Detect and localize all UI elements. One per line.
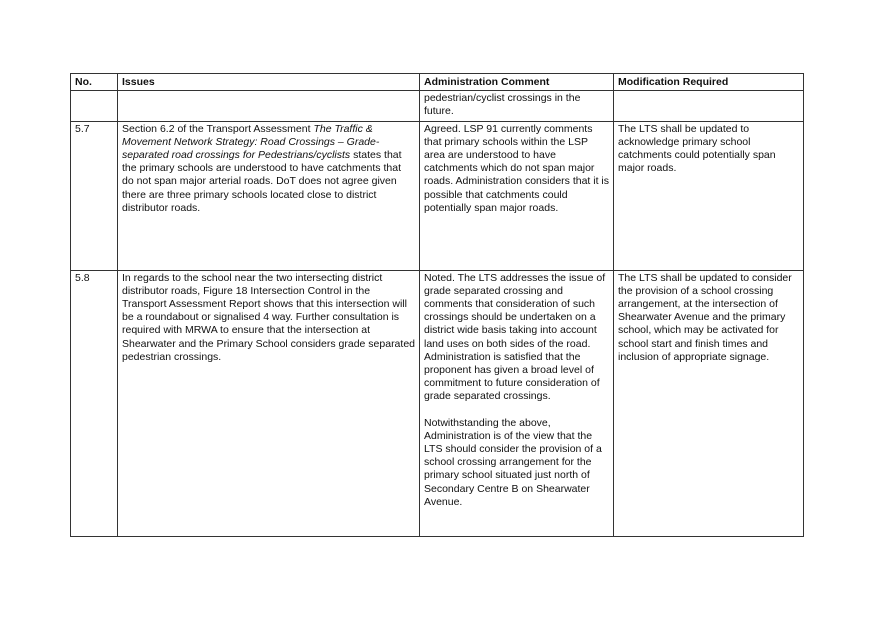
- continuation-issues: [118, 91, 420, 121]
- admin-comment-paragraph-2: Notwithstanding the above, Administration is of the view that the LTS should consider the provision of a school crossing arrangement for the primary school situated just north of Secondary Centre B on Shearwater Avenue.: [424, 416, 602, 508]
- issue-text-continued: states that the primary schools are understood to have catchments that do not span major arterial roads. DoT does not agree given there are three primary schools located close to district distributor roads.: [122, 149, 402, 214]
- admin-comment-cell: [420, 270, 614, 536]
- modification-cell: The LTS shall be updated to consider the provision of a school crossing arrangement, at the intersection of Shearwater Avenue and the primary school, which may be activated for school start and finish times and inclusion of appropriate signage.: [614, 270, 804, 536]
- header-no: No.: [71, 74, 118, 91]
- header-issues: Issues: [118, 74, 420, 91]
- admin-comment-paragraph-1: Noted. The LTS addresses the issue of grade separated crossing and comments that consideration of such crossings should be undertaken on a district wide basis taking into account land uses on both sides of the road. Administration is satisfied that the proponent has given a broad level of commitment to future consideration of grade separated crossings.: [424, 271, 606, 403]
- admin-comment-cell: [420, 121, 614, 270]
- admin-comment-text: Agreed. LSP 91 currently comments that primary schools within the LSP area are understood to have catchments which do not span major roads. Administration considers that it is possible that catchments could potentially span major roads.: [424, 122, 610, 214]
- continuation-modification: [614, 91, 804, 121]
- header-row: [71, 74, 804, 91]
- header-admin-comment: Administration Comment: [420, 74, 614, 91]
- issue-italic-title: The Traffic & Movement Network Strategy: Road Crossings – Grade-separated road crossings for Pedestrians/cyclists: [122, 122, 380, 162]
- continuation-admin-comment: pedestrian/cyclist crossings in the future.: [420, 91, 614, 121]
- issues-table: [70, 73, 804, 537]
- issue-text: Section 6.2 of the Transport Assessment: [122, 122, 314, 135]
- row-number: 5.7: [71, 121, 118, 270]
- table-row: [71, 270, 804, 536]
- continuation-row: [71, 91, 804, 121]
- row-number: 5.8: [71, 270, 118, 536]
- continuation-no: [71, 91, 118, 121]
- issue-cell: [118, 121, 420, 270]
- modification-cell: The LTS shall be updated to acknowledge primary school catchments could potentially span major roads.: [614, 121, 804, 270]
- paragraph-gap: [424, 404, 609, 417]
- header-modification-required: Modification Required: [614, 74, 804, 91]
- issue-cell: In regards to the school near the two intersecting district distributor roads, Figure 18 Intersection Control in the Transport Assessment Report shows that this intersection will be a roundabout or signalised 4 way. Further consultation is required with MRWA to ensure that the intersection at Shearwater and the Primary School considers grade separated pedestrian crossings.: [118, 270, 420, 536]
- table-row: [71, 121, 804, 270]
